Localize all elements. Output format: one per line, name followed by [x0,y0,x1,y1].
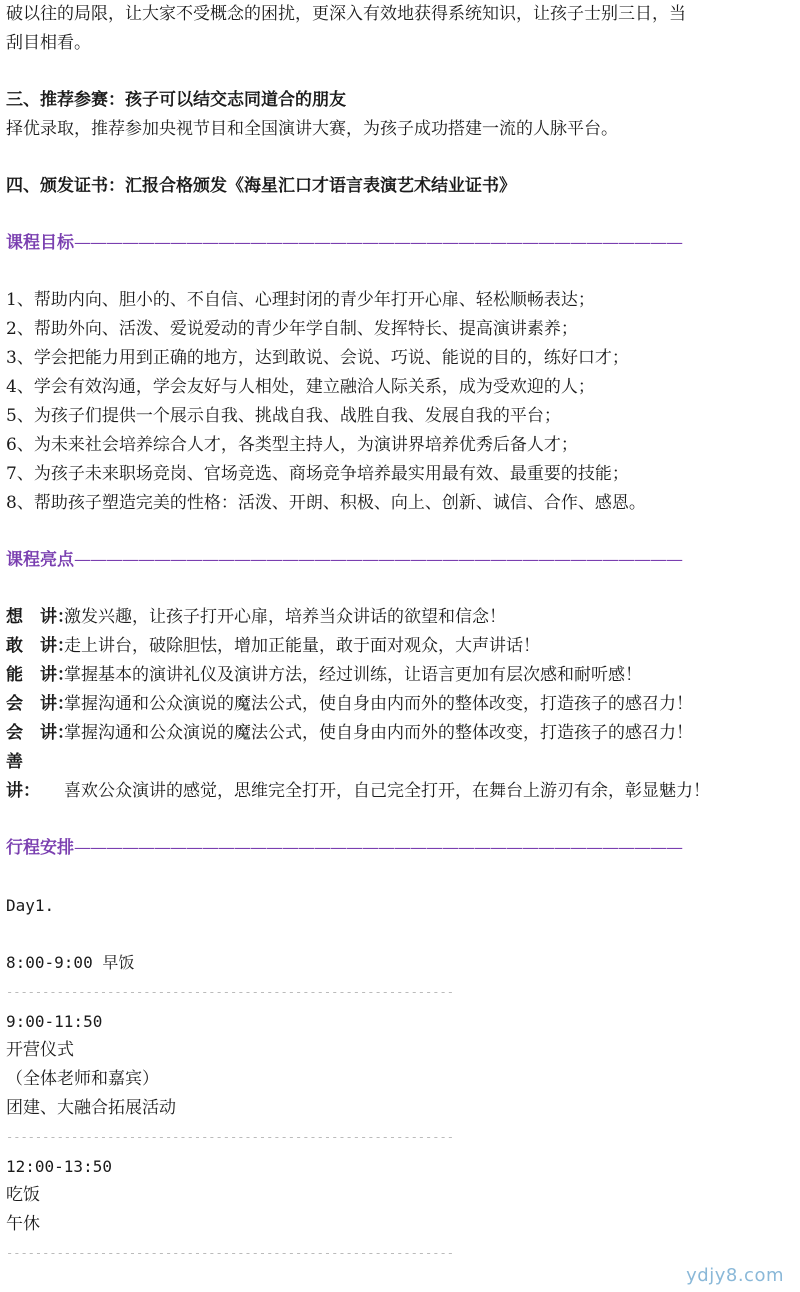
highlight-key: 能 讲： [6,665,74,685]
list-item: 5、为孩子们提供一个展示自我、挑战自我、战胜自我、发展自我的平台； [6,406,561,426]
schedule-divider: -------------------------------------------------------------- [6,985,454,999]
highlight-key: 会 讲： [6,694,74,714]
schedule-line: 开营仪式 [6,1040,74,1060]
highlights-title: 课程亮点 [6,550,74,570]
schedule-line: （全体老师和嘉宾） [6,1069,159,1089]
schedule-divider: -------------------------------------------------------------- [6,1246,454,1260]
highlights-list [6,603,796,806]
schedule-list [6,948,796,1268]
intro-line-2: 刮目相看。 [6,33,91,53]
schedule-time: 9:00-11:50 [6,1012,103,1031]
document-page [6,0,796,1268]
highlight-text: 掌握沟通和公众演说的魔法公式，使自身由内而外的整体改变，打造孩子的感召力！ [64,723,693,743]
list-item [6,719,796,748]
highlight-text: 喜欢公众演讲的感觉，思维完全打开，自己完全打开，在舞台上游刃有余，彰显魅力！ [64,781,710,801]
list-item: 4、学会有效沟通，学会友好与人相处，建立融洽人际关系，成为受欢迎的人； [6,377,595,397]
section-rule: —————————————————————————————————————— [74,550,682,570]
highlight-key: 善 讲： [6,752,40,801]
list-item: 8、帮助孩子塑造完美的性格：活泼、开朗、积极、向上、创新、诚信、合作、感恩。 [6,493,646,513]
point4-title: 四、颁发证书：汇报合格颁发《海星汇口才语言表演艺术结业证书》 [6,176,516,196]
schedule-title: 行程安排 [6,838,74,858]
list-item: 7、为孩子未来职场竞岗、官场竞选、商场竞争培养最实用最有效、最重要的技能； [6,464,629,484]
schedule-line: 团建、大融合拓展活动 [6,1098,176,1118]
list-item [6,690,796,719]
schedule-line: 吃饭 [6,1185,40,1205]
highlight-text: 掌握沟通和公众演说的魔法公式，使自身由内而外的整体改变，打造孩子的感召力！ [64,694,693,714]
goals-list [6,286,796,518]
watermark: ydjy8.com [686,1265,784,1286]
list-item [6,661,796,690]
schedule-heading [6,834,796,863]
point3-title: 三、推荐参赛：孩子可以结交志同道合的朋友 [6,90,346,110]
highlight-text: 掌握基本的演讲礼仪及演讲方法，经过训练，让语言更加有层次感和耐听感！ [64,665,642,685]
intro-line-1: 破以往的局限，让大家不受概念的困扰，更深入有效地获得系统知识，让孩子士别三日，当 [6,4,686,24]
list-item: 6、为未来社会培养综合人才，各类型主持人，为演讲界培养优秀后备人才； [6,435,578,455]
schedule-time: 8:00-9:00 早饭 [6,953,135,972]
schedule-divider: -------------------------------------------------------------- [6,1130,454,1144]
point3-body: 择优录取，推荐参加央视节目和全国演讲大赛，为孩子成功搭建一流的人脉平台。 [6,119,618,139]
schedule-day: Day1. [6,896,55,915]
section-rule: —————————————————————————————————————— [74,838,682,858]
highlight-key: 会 讲： [6,723,74,743]
list-item: 3、学会把能力用到正确的地方，达到敢说、会说、巧说、能说的目的，练好口才； [6,348,629,368]
highlight-key: 想 讲： [6,607,74,627]
highlight-key: 敢 讲： [6,636,74,656]
section-rule: —————————————————————————————————————— [74,233,682,253]
list-item: 1、帮助内向、胆小的、不自信、心理封闭的青少年打开心扉、轻松顺畅表达； [6,290,595,310]
schedule-line: 午休 [6,1214,40,1234]
highlights-heading [6,546,796,575]
schedule-time: 12:00-13:50 [6,1157,112,1176]
goals-heading [6,229,796,258]
highlight-text: 走上讲台，破除胆怯，增加正能量，敢于面对观众，大声讲话！ [64,636,540,656]
list-item [6,603,796,632]
list-item [6,632,796,661]
list-item [6,748,791,806]
list-item: 2、帮助外向、活泼、爱说爱动的青少年学自制、发挥特长、提高演讲素养； [6,319,578,339]
highlight-text: 激发兴趣，让孩子打开心扉，培养当众讲话的欲望和信念！ [64,607,506,627]
goals-title: 课程目标 [6,233,74,253]
